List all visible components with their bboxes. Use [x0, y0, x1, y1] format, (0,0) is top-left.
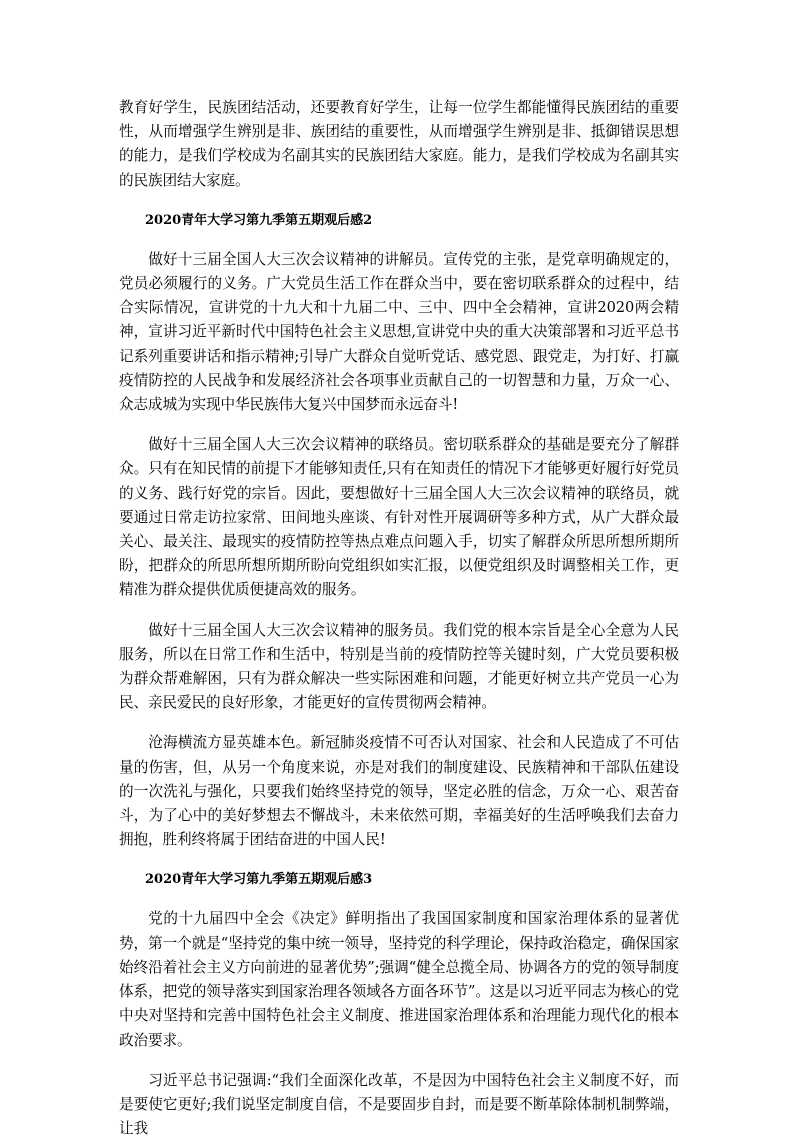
section3-paragraph-1: 党的十九届四中全会《决定》鲜明指出了我国国家制度和国家治理体系的显著优势，第一个就是“坚持党的集中统一领导，坚持党的科学理论，保持政治稳定，确保国家始终沿着社会主义方向前进的显著优势”;强调“健全总揽全局、协调各方的党的领导制度体系，把党的领导落实到国家治理各领域各方面各环节”。这是以习近平同志为核心的党中央对坚持和完善中国特色社会主义制度、推进国家治理体系和治理能力现代化的根本政治要求。: [119, 910, 679, 1049]
opening-paragraph: 教育好学生，民族团结活动，还要教育好学生，让每一位学生都能懂得民族团结的重要性，从而增强学生辨别是非、族团结的重要性，从而增强学生辨别是非、抵御错误思想的能力，是我们学校成为名副其实的民族团结大家庭。能力，是我们学校成为名副其实的民族团结大家庭。: [119, 99, 679, 189]
spacer: [119, 193, 679, 209]
section-heading-2: 2020青年大学习第九季第五期观后感2: [145, 212, 373, 228]
section2-paragraph-4: 沧海横流方显英雄本色。新冠肺炎疫情不可否认对国家、社会和人民造成了不可估量的伤害，但，从另一个角度来说，亦是对我们的制度建设、民族精神和干部队伍建设的一次洗礼与强化，只要我们始终坚持党的领导，坚定必胜的信念，万众一心、艰苦奋斗，为了心中的美好梦想去不懈战斗，未来依然可期，幸福美好的生活呼唤我们去奋力拥抱，胜利终将属于团结奋进的中国人民!: [119, 734, 679, 849]
document-page: [119, 96, 679, 1141]
spacer: [119, 603, 679, 619]
spacer: [119, 852, 679, 868]
spacer: [119, 892, 679, 907]
section3-paragraph-2: 习近平总书记强调:“我们全面深化改革，不是因为中国特色社会主义制度不好，而是要使它更好;我们说坚定制度自信，不是要固步自封，而是要不断革除体制机制弊端，让我: [119, 1071, 679, 1138]
spacer: [119, 233, 679, 248]
section2-paragraph-2: 做好十三届全国人大三次会议精神的联络员。密切联系群众的基础是要充分了解群众。只有在知民情的前提下才能够知责任,只有在知责任的情况下才能够更好履行好党员的义务、践行好党的宗旨。因此，要想做好十三届全国人大三次会议精神的联络员，就要通过日常走访拉家常、田间地头座谈、有针对性开展调研等多种方式，从广大群众最关心、最关注、最现实的疫情防控等热点难点问题入手，切实了解群众所思所想所期所盼，把群众的所思所想所期所盼向党组织如实汇报，以便党组织及时调整相关工作，更精准为群众提供优质便捷高效的服务。: [119, 436, 679, 599]
spacer: [119, 715, 679, 731]
section2-paragraph-3: 做好十三届全国人大三次会议精神的服务员。我们党的根本宗旨是全心全意为人民服务，所以在日常工作和生活中，特别是当前的疫情防控等关键时刻，广大党员要积极为群众帮难解困，只有为群众解决一些实际困难和问题，才能更好树立共产党员一心为民、亲民爱民的良好形象，才能更好的宣传贯彻两会精神。: [119, 621, 679, 712]
spacer: [119, 417, 679, 433]
spacer: [119, 1053, 679, 1069]
section-heading-3: 2020青年大学习第九季第五期观后感3: [145, 872, 373, 888]
section2-paragraph-1: 做好十三届全国人大三次会议精神的讲解员。宣传党的主张，是党章明确规定的，党员必须履行的义务。广大党员生活工作在群众当中，要在密切联系群众的过程中，结合实际情况，宣讲党的十九大和十九届二中、三中、四中全会精神，宣讲2020两会精神，宣讲习近平新时代中国特色社会主义思想,宣讲党中央的重大决策部署和习近平总书记系列重要讲话和指示精神;引导广大群众自觉听党话、感党恩、跟党走，为打好、打赢疫情防控的人民战争和发展经济社会各项事业贡献自己的一切智慧和力量，万众一心、众志成城为实现中华民族伟大复兴中国梦而永远奋斗!: [119, 250, 679, 414]
